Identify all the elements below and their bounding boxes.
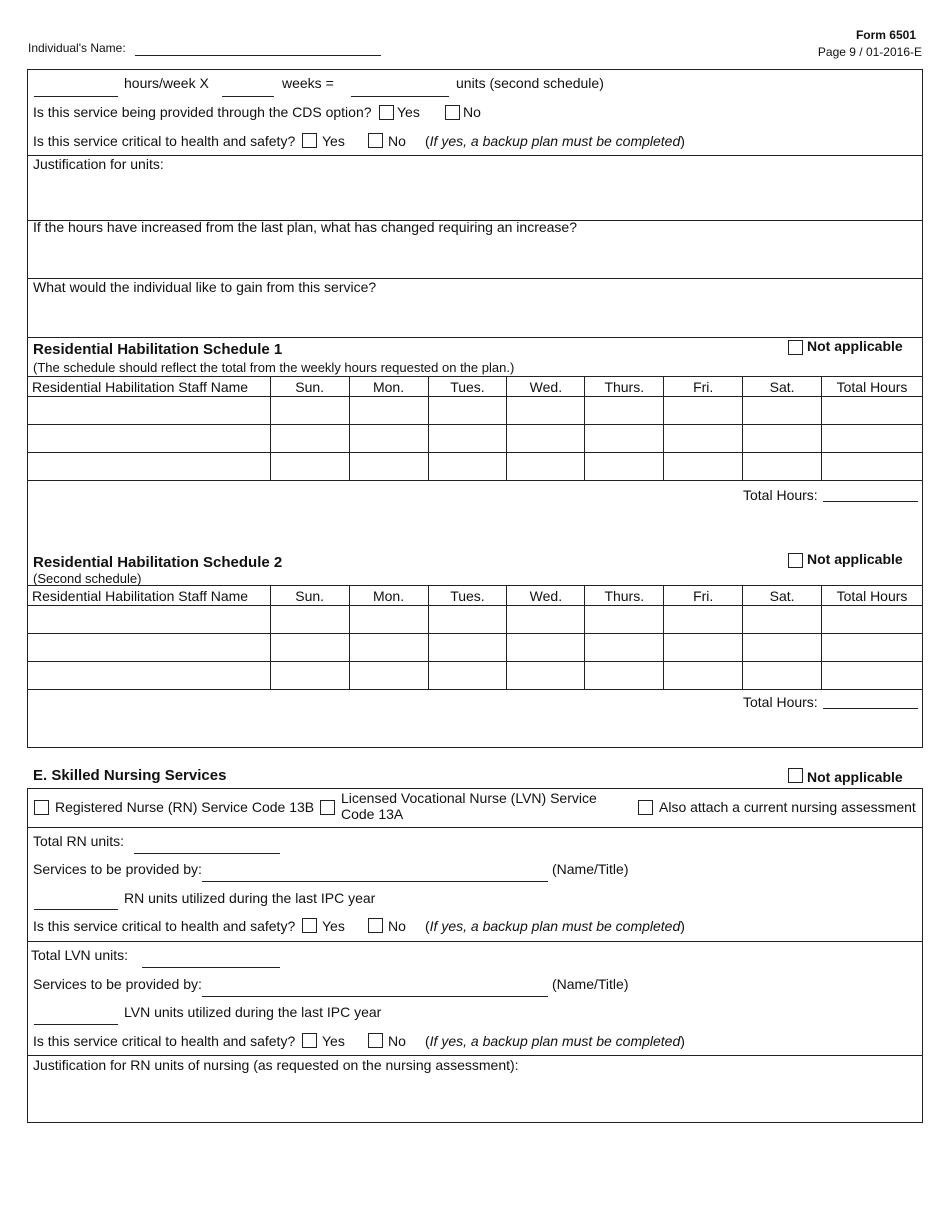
table-cell[interactable] — [349, 453, 428, 481]
col-staff-name: Residential Habilitation Staff Name — [28, 586, 271, 606]
table-cell[interactable] — [664, 634, 743, 662]
lvn-option-checkbox[interactable] — [320, 800, 335, 815]
table-cell[interactable] — [822, 397, 923, 425]
divider — [27, 827, 923, 828]
schedule2-title: Residential Habilitation Schedule 2 — [33, 554, 283, 571]
schedule2-total-hours-label: Total Hours: — [743, 694, 818, 710]
lvn-backup-note — [425, 1033, 685, 1049]
table-cell[interactable] — [428, 425, 507, 453]
table-cell[interactable] — [349, 662, 428, 690]
table-row — [28, 397, 923, 425]
table-row — [28, 634, 923, 662]
rn-critical-yes-label: Yes — [322, 918, 345, 934]
table-cell[interactable] — [585, 606, 664, 634]
col-wed: Wed. — [507, 586, 585, 606]
table-cell[interactable] — [664, 425, 743, 453]
table-cell[interactable] — [822, 662, 923, 690]
hours-per-week-label: hours/week X — [124, 75, 209, 91]
col-fri: Fri. — [664, 586, 743, 606]
rn-critical-question: Is this service critical to health and safety? — [33, 918, 296, 934]
justification-rn-label: Justification for RN units of nursing (as requested on the nursing assessment): — [33, 1057, 519, 1073]
attach-assessment-label: Also attach a current nursing assessment — [659, 799, 916, 815]
table-cell[interactable] — [28, 634, 271, 662]
units-field[interactable] — [351, 96, 449, 97]
rn-option-checkbox[interactable] — [34, 800, 49, 815]
backup-note — [425, 133, 685, 149]
page-info: Page 9 / 01-2016-E — [817, 45, 922, 59]
rn-option-label: Registered Nurse (RN) Service Code 13B — [55, 799, 315, 815]
lvn-services-by-field[interactable] — [202, 996, 548, 997]
rn-services-by-field[interactable] — [202, 881, 548, 882]
table-cell[interactable] — [585, 425, 664, 453]
table-row — [28, 453, 923, 481]
col-total-hours: Total Hours — [822, 377, 923, 397]
individual-name-field[interactable] — [135, 55, 381, 56]
critical-no-label: No — [388, 133, 406, 149]
schedule1-table — [27, 376, 923, 481]
col-sat: Sat. — [743, 377, 822, 397]
weeks-label: weeks = — [282, 75, 334, 91]
table-row — [28, 606, 923, 634]
table-cell[interactable] — [664, 397, 743, 425]
rn-critical-no-checkbox[interactable] — [368, 918, 383, 933]
cds-yes-label: Yes — [397, 104, 420, 120]
critical-yes-label: Yes — [322, 133, 345, 149]
schedule1-title: Residential Habilitation Schedule 1 — [33, 341, 283, 358]
table-cell[interactable] — [743, 397, 822, 425]
table-cell[interactable] — [664, 662, 743, 690]
justification-label: Justification for units: — [33, 156, 164, 172]
cds-yes-checkbox[interactable] — [379, 105, 394, 120]
col-total-hours: Total Hours — [822, 586, 923, 606]
table-cell[interactable] — [585, 397, 664, 425]
cds-question: Is this service being provided through the CDS option? — [33, 104, 372, 120]
total-lvn-field[interactable] — [142, 967, 280, 968]
total-rn-field[interactable] — [134, 853, 280, 854]
table-cell[interactable] — [664, 606, 743, 634]
table-cell[interactable] — [28, 425, 271, 453]
lvn-services-by-label: Services to be provided by: — [33, 976, 202, 992]
gain-label: What would the individual like to gain from this service? — [33, 279, 377, 295]
rn-utilized-field[interactable] — [34, 909, 118, 910]
total-lvn-label: Total LVN units: — [31, 947, 129, 963]
col-thurs: Thurs. — [585, 586, 664, 606]
backup-note-close: ) — [680, 918, 685, 934]
individual-name-label: Individual's Name: — [28, 41, 126, 55]
table-cell[interactable] — [743, 606, 822, 634]
units-second-label: units (second schedule) — [456, 75, 604, 91]
table-cell[interactable] — [270, 453, 349, 481]
nursing-not-applicable-label: Not applicable — [807, 769, 903, 785]
table-cell[interactable] — [743, 634, 822, 662]
table-cell[interactable] — [428, 662, 507, 690]
table-cell[interactable] — [428, 606, 507, 634]
divider — [27, 1055, 923, 1056]
schedule2-subtitle: (Second schedule) — [33, 571, 142, 586]
table-cell[interactable] — [822, 634, 923, 662]
backup-note-text: If yes, a backup plan must be completed — [429, 918, 681, 934]
nursing-not-applicable-checkbox[interactable] — [788, 768, 803, 783]
lvn-critical-question: Is this service critical to health and safety? — [33, 1033, 296, 1049]
table-cell[interactable] — [743, 425, 822, 453]
col-fri: Fri. — [664, 377, 743, 397]
rn-services-by-label: Services to be provided by: — [33, 861, 202, 877]
schedule1-subtitle: (The schedule should reflect the total from the weekly hours requested on the plan.) — [33, 360, 515, 375]
schedule1-not-applicable-checkbox[interactable] — [788, 340, 803, 355]
lvn-critical-no-label: No — [388, 1033, 406, 1049]
lvn-utilized-label: LVN units utilized during the last IPC year — [124, 1004, 382, 1020]
table-cell[interactable] — [507, 425, 585, 453]
lvn-utilized-field[interactable] — [34, 1024, 118, 1025]
divider — [27, 337, 923, 338]
table-header-row — [28, 586, 923, 606]
table-cell[interactable] — [28, 453, 271, 481]
rn-name-title-label: (Name/Title) — [552, 861, 629, 877]
table-cell[interactable] — [585, 634, 664, 662]
backup-note-text: If yes, a backup plan must be completed — [429, 1033, 681, 1049]
table-cell[interactable] — [349, 634, 428, 662]
table-cell[interactable] — [822, 606, 923, 634]
table-cell[interactable] — [507, 606, 585, 634]
table-cell[interactable] — [507, 397, 585, 425]
schedule1-not-applicable-label: Not applicable — [807, 338, 903, 354]
lvn-option-label: Licensed Vocational Nurse (LVN) Service Code 13A — [341, 790, 597, 822]
table-cell[interactable] — [428, 453, 507, 481]
table-cell[interactable] — [428, 397, 507, 425]
schedule2-total-hours-field[interactable] — [823, 708, 918, 709]
col-sun: Sun. — [270, 586, 349, 606]
divider — [27, 941, 923, 942]
backup-note-open: ( — [425, 918, 430, 934]
table-cell[interactable] — [270, 397, 349, 425]
rn-critical-no-label: No — [388, 918, 406, 934]
table-cell[interactable] — [664, 453, 743, 481]
backup-note-open: ( — [425, 133, 430, 149]
lvn-name-title-label: (Name/Title) — [552, 976, 629, 992]
table-cell[interactable] — [585, 453, 664, 481]
schedule1-total-hours-field[interactable] — [823, 501, 918, 502]
rn-critical-yes-checkbox[interactable] — [302, 918, 317, 933]
backup-note-close: ) — [680, 1033, 685, 1049]
col-mon: Mon. — [349, 377, 428, 397]
table-cell[interactable] — [270, 425, 349, 453]
table-cell[interactable] — [822, 425, 923, 453]
table-cell[interactable] — [270, 662, 349, 690]
table-cell[interactable] — [28, 606, 271, 634]
col-sat: Sat. — [743, 586, 822, 606]
table-cell[interactable] — [270, 634, 349, 662]
table-row — [28, 662, 923, 690]
attach-assessment-checkbox[interactable] — [638, 800, 653, 815]
col-staff-name: Residential Habilitation Staff Name — [28, 377, 271, 397]
table-cell[interactable] — [507, 453, 585, 481]
schedule2-not-applicable-label: Not applicable — [807, 551, 903, 567]
col-mon: Mon. — [349, 586, 428, 606]
table-cell[interactable] — [28, 662, 271, 690]
critical-no-checkbox[interactable] — [368, 133, 383, 148]
weeks-field[interactable] — [222, 96, 274, 97]
form-number: Form 6501 — [855, 28, 916, 42]
critical-question: Is this service critical to health and safety? — [33, 133, 296, 149]
backup-note-open: ( — [425, 1033, 430, 1049]
col-wed: Wed. — [507, 377, 585, 397]
backup-note-text: If yes, a backup plan must be completed — [429, 133, 681, 149]
table-cell[interactable] — [822, 453, 923, 481]
table-cell[interactable] — [428, 634, 507, 662]
table-cell[interactable] — [28, 397, 271, 425]
schedule2-table — [27, 585, 923, 690]
total-rn-label: Total RN units: — [33, 833, 125, 849]
rn-utilized-label: RN units utilized during the last IPC year — [124, 890, 376, 906]
nursing-title: E. Skilled Nursing Services — [33, 767, 227, 784]
cds-no-label: No — [463, 104, 481, 120]
col-sun: Sun. — [270, 377, 349, 397]
cds-no-checkbox[interactable] — [445, 105, 460, 120]
table-cell[interactable] — [349, 397, 428, 425]
col-thurs: Thurs. — [585, 377, 664, 397]
backup-note-close: ) — [680, 133, 685, 149]
table-header-row — [28, 377, 923, 397]
hours-increase-label: If the hours have increased from the last plan, what has changed requiring an increase? — [33, 219, 577, 235]
lvn-critical-no-checkbox[interactable] — [368, 1033, 383, 1048]
hours-per-week-field[interactable] — [34, 96, 118, 97]
table-cell[interactable] — [585, 662, 664, 690]
table-cell[interactable] — [743, 453, 822, 481]
schedule1-total-hours-label: Total Hours: — [743, 487, 818, 503]
col-tues: Tues. — [428, 586, 507, 606]
table-cell[interactable] — [743, 662, 822, 690]
table-cell[interactable] — [507, 662, 585, 690]
critical-yes-checkbox[interactable] — [302, 133, 317, 148]
col-tues: Tues. — [428, 377, 507, 397]
rn-backup-note — [425, 918, 685, 934]
schedule2-not-applicable-checkbox[interactable] — [788, 553, 803, 568]
table-row — [28, 425, 923, 453]
table-cell[interactable] — [507, 634, 585, 662]
table-cell[interactable] — [270, 606, 349, 634]
table-cell[interactable] — [349, 425, 428, 453]
lvn-critical-yes-checkbox[interactable] — [302, 1033, 317, 1048]
table-cell[interactable] — [349, 606, 428, 634]
lvn-critical-yes-label: Yes — [322, 1033, 345, 1049]
